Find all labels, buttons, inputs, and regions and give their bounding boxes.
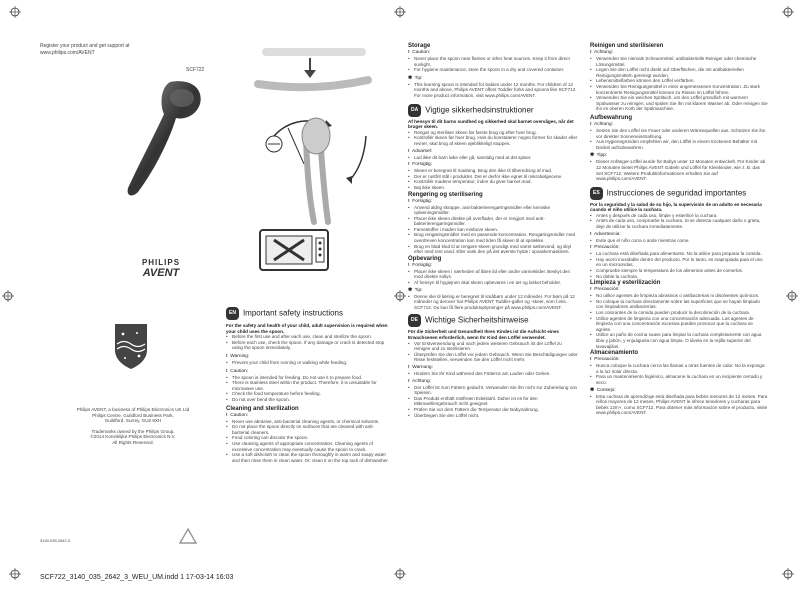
- es-bullet: • Antes y después de cada uso, limpie y esterilice la cuchara.: [590, 213, 768, 219]
- philips-shield-text: PHILIPS: [117, 320, 145, 326]
- en-intro: For the safety and health of your child, adult supervision is required when your child uses the spoon.: [226, 323, 388, 334]
- de-bullet: • Prüfen Sie vor dem Füttern die Temperatur der Babynahrung.: [408, 407, 578, 413]
- es-bullet: • No utilice agentes de limpieza abrasivos o antibacterias ni disolventes químicos.: [590, 293, 768, 299]
- es-bullet: • Utilice agentes de limpieza con una concentración adecuada. Los agentes de limpieza con una concentración excesiva pueden provocar que la cuchara se agriete.: [590, 316, 768, 333]
- es-caution-label: Precaución:: [594, 357, 620, 363]
- en-title: Important safety instructions: [242, 308, 343, 318]
- da-storage-heading: Opbevaring: [408, 255, 442, 262]
- recycle-icon: [176, 527, 200, 549]
- da-bullet: • Placer ikke skeen i nærheden af åben ild eller andre varmekilder. Beskyt den mod direkte sollys.: [408, 269, 578, 280]
- en-bullet: • Do not over bend the spoon.: [226, 397, 391, 403]
- language-badge-da: DA: [408, 104, 421, 117]
- de-bullet: • Verwenden Sie Reinigungsmittel in einer angemessenen Konzentration. Zu stark konzentrierte Reinigungsmittel können zu Rissen im Löffel führen.: [590, 84, 768, 95]
- registration-mark-icon: [394, 568, 406, 580]
- da-bullet: • Anvend aldrig skrappe, anti-bakterierengøringsmidler eller kemiske opløsningsmidler.: [408, 205, 578, 216]
- de-caution-label: Achtung:: [594, 121, 613, 127]
- trademark-line: All Rights Reserved.: [112, 439, 154, 445]
- da-bullet: • Kontrollér madens temperatur, inden du giver barnet mad.: [408, 179, 578, 185]
- es-bullet: • Nunca coloque la cuchara cerca las llamas u otras fuentes de calor. No la exponga a la luz solar directa.: [590, 363, 768, 374]
- tip-label: Tip:: [414, 75, 423, 81]
- de-caution-label: Achtung:: [412, 378, 431, 384]
- en-bullet: • Food coloring can discolor the spoon.: [226, 435, 391, 441]
- da-bullet: • Denne ske til læring er beregnet til småbørn under 12 måneder. For børn på 12 måneder og derover har Philips AVENT Toddler-gafler og -skeer, som f.eks. SCF712. Du kan få flere produktoplysninger på www.philips.com/AVENT.: [408, 294, 578, 311]
- en-bullet: • The spoon is intended for feeding. Do not use it to prepare food.: [226, 375, 391, 381]
- en-caution-label: Caution:: [230, 412, 249, 418]
- company-line: Philips AVENT, a business of Philips Electronics UK Ltd: [76, 407, 190, 412]
- da-bullet: • Kontrollér skeen før hver brug. Hvis du konstaterer nogen former for skader eller revner, skal brug af skeen øjeblikkeligt stoppes.: [408, 135, 578, 146]
- es-bullet: • Compruebe siempre la temperatura de los alimentos antes de comerlos.: [590, 268, 768, 274]
- da-warning-label: Advarsel:: [412, 148, 433, 154]
- de-title: Wichtige Sicherheitshinweise: [424, 316, 529, 326]
- de-bullet: • Lebensmittelfarben können den Löffel verfärben.: [590, 78, 768, 84]
- registration-mark-icon: [394, 6, 406, 18]
- en-caution-label: Caution:: [230, 368, 249, 374]
- de-bullet: • Dieser Anfänger-Löffel wurde für Babys unter 12 Monaten entwickelt. Für Kinder ab 12 Monaten bietet Philips AVENT Gabeln und Löffel für Kleinkinder, wie z. B. das Set SCF712. Weitere Produktinformationen erhalten Sie auf www.philips.com/AVENT.: [590, 159, 768, 181]
- es-bullet: • No coloque la cuchara directamente sobre las superficies que se hayan limpiado con limpiadores antibacterias.: [590, 299, 768, 310]
- de-intro: Für die Sicherheit und Gesundheit Ihres Kindes ist die Aufsicht eines Erwachsenen erforderlich, wenn Ihr Kind den Löffel verwendet.: [408, 329, 559, 340]
- tip-bullet: • This learning spoon is intended for babies under 12 months. For children of 12 months and above, Philips AVENT offers Toddler forks and spoons like SCF712. For more product information, visit www.philips.com/AVENT.: [408, 82, 578, 99]
- da-bullet: • Brug en blød klud til at rengøre skeen grundigt med varmt sæbevand, og skyl efter med rent vand. Eller vask den på det øverste hylde i opvaskemaskinen.: [408, 244, 578, 255]
- register-text: Register your product and get support at: [40, 43, 130, 49]
- da-bullet: • Farvestoffer i maden kan misfarve skeen.: [408, 227, 578, 233]
- de-bullet: • Vor Erstverwendung und nach jedem weiteren Gebrauch ist der Löffel zu reinigen und zu sterilisieren.: [408, 341, 578, 352]
- registration-mark-icon: [782, 568, 794, 580]
- es-bullet: • Hay acero inoxidable dentro del producto. Por lo tanto, es inapropiada para el uso en un microondas.: [590, 257, 768, 268]
- da-tip-label: Tip:: [414, 287, 423, 293]
- da-caution-label: Forsigtig:: [412, 262, 433, 268]
- de-bullet: • Verwenden Sie niemals Scheuermittel, antibakterielle Reiniger oder chemische Lösungsmittel.: [590, 56, 768, 67]
- en-bullet: • There is stainless steel within the product. Therefore, it is unsuitable for microwave use.: [226, 380, 391, 391]
- en-bullet: • Before each use, check the spoon. If any damage or crack is detected stop using the spoon immediately.: [226, 340, 391, 351]
- registration-mark-icon: [782, 6, 794, 18]
- da-bullet: • Bøj ikke skeen.: [408, 185, 578, 191]
- storage-heading: Storage: [408, 43, 431, 49]
- document-code: 3140.035.2642.3: [40, 538, 71, 543]
- en-warning-label: Warning:: [230, 353, 250, 359]
- es-intro: Por la seguridad y la salud de su hijo, la supervisión de un adulto es necesaria cuando el niño utilice la cuchara.: [590, 201, 762, 213]
- de-caution-label: Achtung:: [594, 50, 613, 55]
- es-caution-label: Precaución:: [594, 245, 620, 251]
- da-intro: Af hensyn til dit barns sundhed og sikkerhed skal barnet overvåges, når det bruger skeen.: [408, 118, 574, 130]
- avent-logo-text: AVENT: [142, 267, 180, 279]
- product-diagrams: [254, 44, 376, 276]
- es-title: Instrucciones de seguridad importantes: [606, 188, 747, 198]
- en-bullet: • Use cleaning agents of appropriate concentration. Cleaning agents of excessive concentration may eventually cause the spoon to crack.: [226, 441, 391, 452]
- da-bullet: • Skeen er beregnet til madning. Brug den ikke til tilberedning af mad.: [408, 168, 578, 174]
- es-bullet: • Para un mantenimiento higiénico, almacene la cuchara en un recipiente cerrado y seco.: [590, 374, 768, 385]
- da-title: Vigtige sikkerhedsinstruktioner: [425, 105, 534, 115]
- es-bullet: • Los colorantes de la comida pueden producir la decoloración de la cuchara.: [590, 310, 768, 316]
- da-cleaning-heading: Rengøring og sterilisering: [408, 191, 483, 198]
- storage-bullet: • Never place the spoon near flames or other heat sources. Keep it from direct sunlight.: [408, 56, 578, 67]
- de-bullet: • Der Löffel ist zum Füttern gedacht. Verwenden Sie ihn nicht zur Zubereitung von Speisen.: [408, 385, 578, 396]
- en-bullet: • Before the first use and after each use, clean and sterilize the spoon.: [226, 334, 391, 340]
- de-bullet: • Legen Sie den Löffel nicht direkt auf Oberflächen, die mit antibakteriellen Reinigungsmitteln gereinigt wurden.: [590, 67, 768, 78]
- registration-mark-icon: [786, 290, 798, 302]
- da-bullet: • Lad ikke dit barn løbe eller gå, samtidig med at det spiser.: [408, 155, 578, 161]
- da-bullet: • Rengør og steriliser skeen før første brug og efter hver brug.: [408, 130, 578, 136]
- registration-mark-icon: [9, 6, 21, 18]
- registration-mark-icon: [2, 290, 14, 302]
- es-caution-label: Precaución:: [594, 287, 620, 293]
- model-number: SCF722: [186, 67, 205, 73]
- es-tip-label: Consejo:: [596, 387, 616, 393]
- philips-logo-text: PHILIPS: [141, 258, 181, 267]
- en-bullet: • Prevent your child from running or walking while feeding.: [226, 360, 391, 366]
- website-link[interactable]: www.philips.com/AVENT: [40, 50, 95, 56]
- en-bullet: • Do not place the spoon directly on surfaces that are cleaned with anti-bacterial cleaners.: [226, 424, 391, 435]
- file-footer: SCF722_3140_035_2642_3_WEU_UM.indd 1 17-03-14 16:03: [40, 574, 234, 581]
- de-tip-label: Tipp:: [596, 153, 608, 159]
- de-bullet: • Überprüfen Sie den Löffel vor jedem Gebrauch. Wenn Sie Beschädigungen oder Risse feststellen, verwenden Sie den Löffel nicht mehr.: [408, 352, 578, 363]
- language-badge-en: EN: [226, 307, 239, 320]
- es-bullet: • Esta cuchara de aprendizaje está diseñada para bebés menores de 12 meses. Para niños mayores de 12 meses, Philips AVENT le ofrece tenedores y cucharas para bebés 12m+, como SCF712. Para obtener más información sobre el producto, visite www.philips.com/AVENT.: [590, 394, 768, 416]
- es-bullet: • Utilice un paño de cocina suave para limpiar la cuchara completamente con agua tibia y jabón, y enjuáguela con agua limpia. O lávela en la rejilla superior del lavavajillas.: [590, 332, 768, 349]
- es-bullet: • La cuchara está diseñada para alimentarse. No la utilice para preparar la comida.: [590, 251, 768, 257]
- es-storage-heading: Almacenamiento: [590, 350, 639, 357]
- language-badge-de: DE: [408, 314, 421, 327]
- spoon-illustration: [112, 78, 208, 200]
- es-cleaning-heading: Limpieza y esterilización: [590, 280, 661, 287]
- da-caution-label: Forsigtig:: [412, 162, 433, 168]
- trademark-line: Trademarks owned by the Philips Group.: [91, 428, 175, 434]
- da-caution-label: Forsigtig:: [412, 198, 433, 204]
- de-warning-label: Warnung:: [412, 364, 433, 370]
- es-bullet: • No doble la cuchara.: [590, 274, 768, 280]
- registration-mark-icon: [394, 290, 406, 302]
- en-cleaning-heading: Cleaning and sterilization: [226, 405, 299, 412]
- en-bullet: • Check the food temperature before feeding.: [226, 391, 391, 397]
- de-bullet: • Verwenden Sie ein weiches Spültuch, um den Löffel gründlich mit warmem Spülwasser zu reinigen, und spülen Sie ihn mit klarem Wasser ab. Oder reinigen Sie ihn im oberen Korb der Spülmaschine.: [590, 95, 768, 112]
- caution-label: Caution:: [412, 50, 431, 55]
- da-bullet: • Placer ikke skeen direkte på overflader, der er rengjort med anti-bakterierengøringsmidler.: [408, 216, 578, 227]
- es-bullet: • Evite que el niño corra o ande mientras come.: [590, 238, 768, 244]
- es-bullet: • Antes de cada uso, compruebe la cuchara. Si se detecta cualquier daño o grieta, deje de utilizar la cuchara inmediatamente.: [590, 218, 768, 229]
- da-bullet: • Der er rustfrit stål i produktet. Det er derfor ikke egnet til mikrobølgeovne.: [408, 174, 578, 180]
- company-line: Guildford, Surrey, GU2 8XH: [104, 418, 162, 424]
- company-line: Philips Centre, Guildford Business Park,: [92, 412, 174, 418]
- storage-bullet: • For hygiene maintenance, store the spoon in a dry and covered container.: [408, 67, 578, 73]
- language-badge-es: ES: [590, 187, 603, 200]
- de-bullet: • Setzen Sie den Löffel nie Feuer oder anderen Wärmequellen aus. Schützen Sie ihn vor direkter Sonneneinstrahlung.: [590, 128, 768, 139]
- de-bullet: • Überbiegen Sie den Löffel nicht.: [408, 413, 578, 419]
- en-bullet: • Use a soft dishcloth to clean the spoon thoroughly in warm and soapy water and then rinse them in clean water. Or, clean it on the top rack of dishwasher.: [226, 452, 391, 463]
- da-bullet: • Brug rengøringsmidler med en passende koncentration. Rengøringsmidler med overdreven koncentration kan med tiden få skeen til at sprække.: [408, 232, 578, 243]
- da-bullet: • Af hensyn til hygiejnen skal skeen opbevares i en tør og lukket beholder.: [408, 280, 578, 286]
- de-bullet: • Hindern Sie Ihr Kind während des Fütterns am Laufen oder Gehen.: [408, 371, 578, 377]
- philips-shield-logo: [112, 322, 150, 370]
- de-bullet: • Aus Hygienegründen empfehlen wir, den Löffel in einem trockenen Behälter mit Deckel aufzubewahren.: [590, 139, 768, 150]
- es-warning-label: Advertencia:: [594, 231, 621, 237]
- de-bullet: • Das Produkt enthält rostfreien Edelstahl. Daher ist es für den Mikrowellengebrauch nicht geeignet.: [408, 396, 578, 407]
- de-cleaning-heading: Reinigen und sterilisieren: [590, 43, 664, 49]
- trademark-line: ©2014 Koninklijke Philips Electronics N.V.: [90, 434, 176, 440]
- registration-mark-icon: [9, 568, 21, 580]
- de-storage-heading: Aufbewahrung: [590, 114, 632, 121]
- en-bullet: • Never use abrasive, anti-bacterial cleaning agents, or chemical solvents.: [226, 419, 391, 425]
